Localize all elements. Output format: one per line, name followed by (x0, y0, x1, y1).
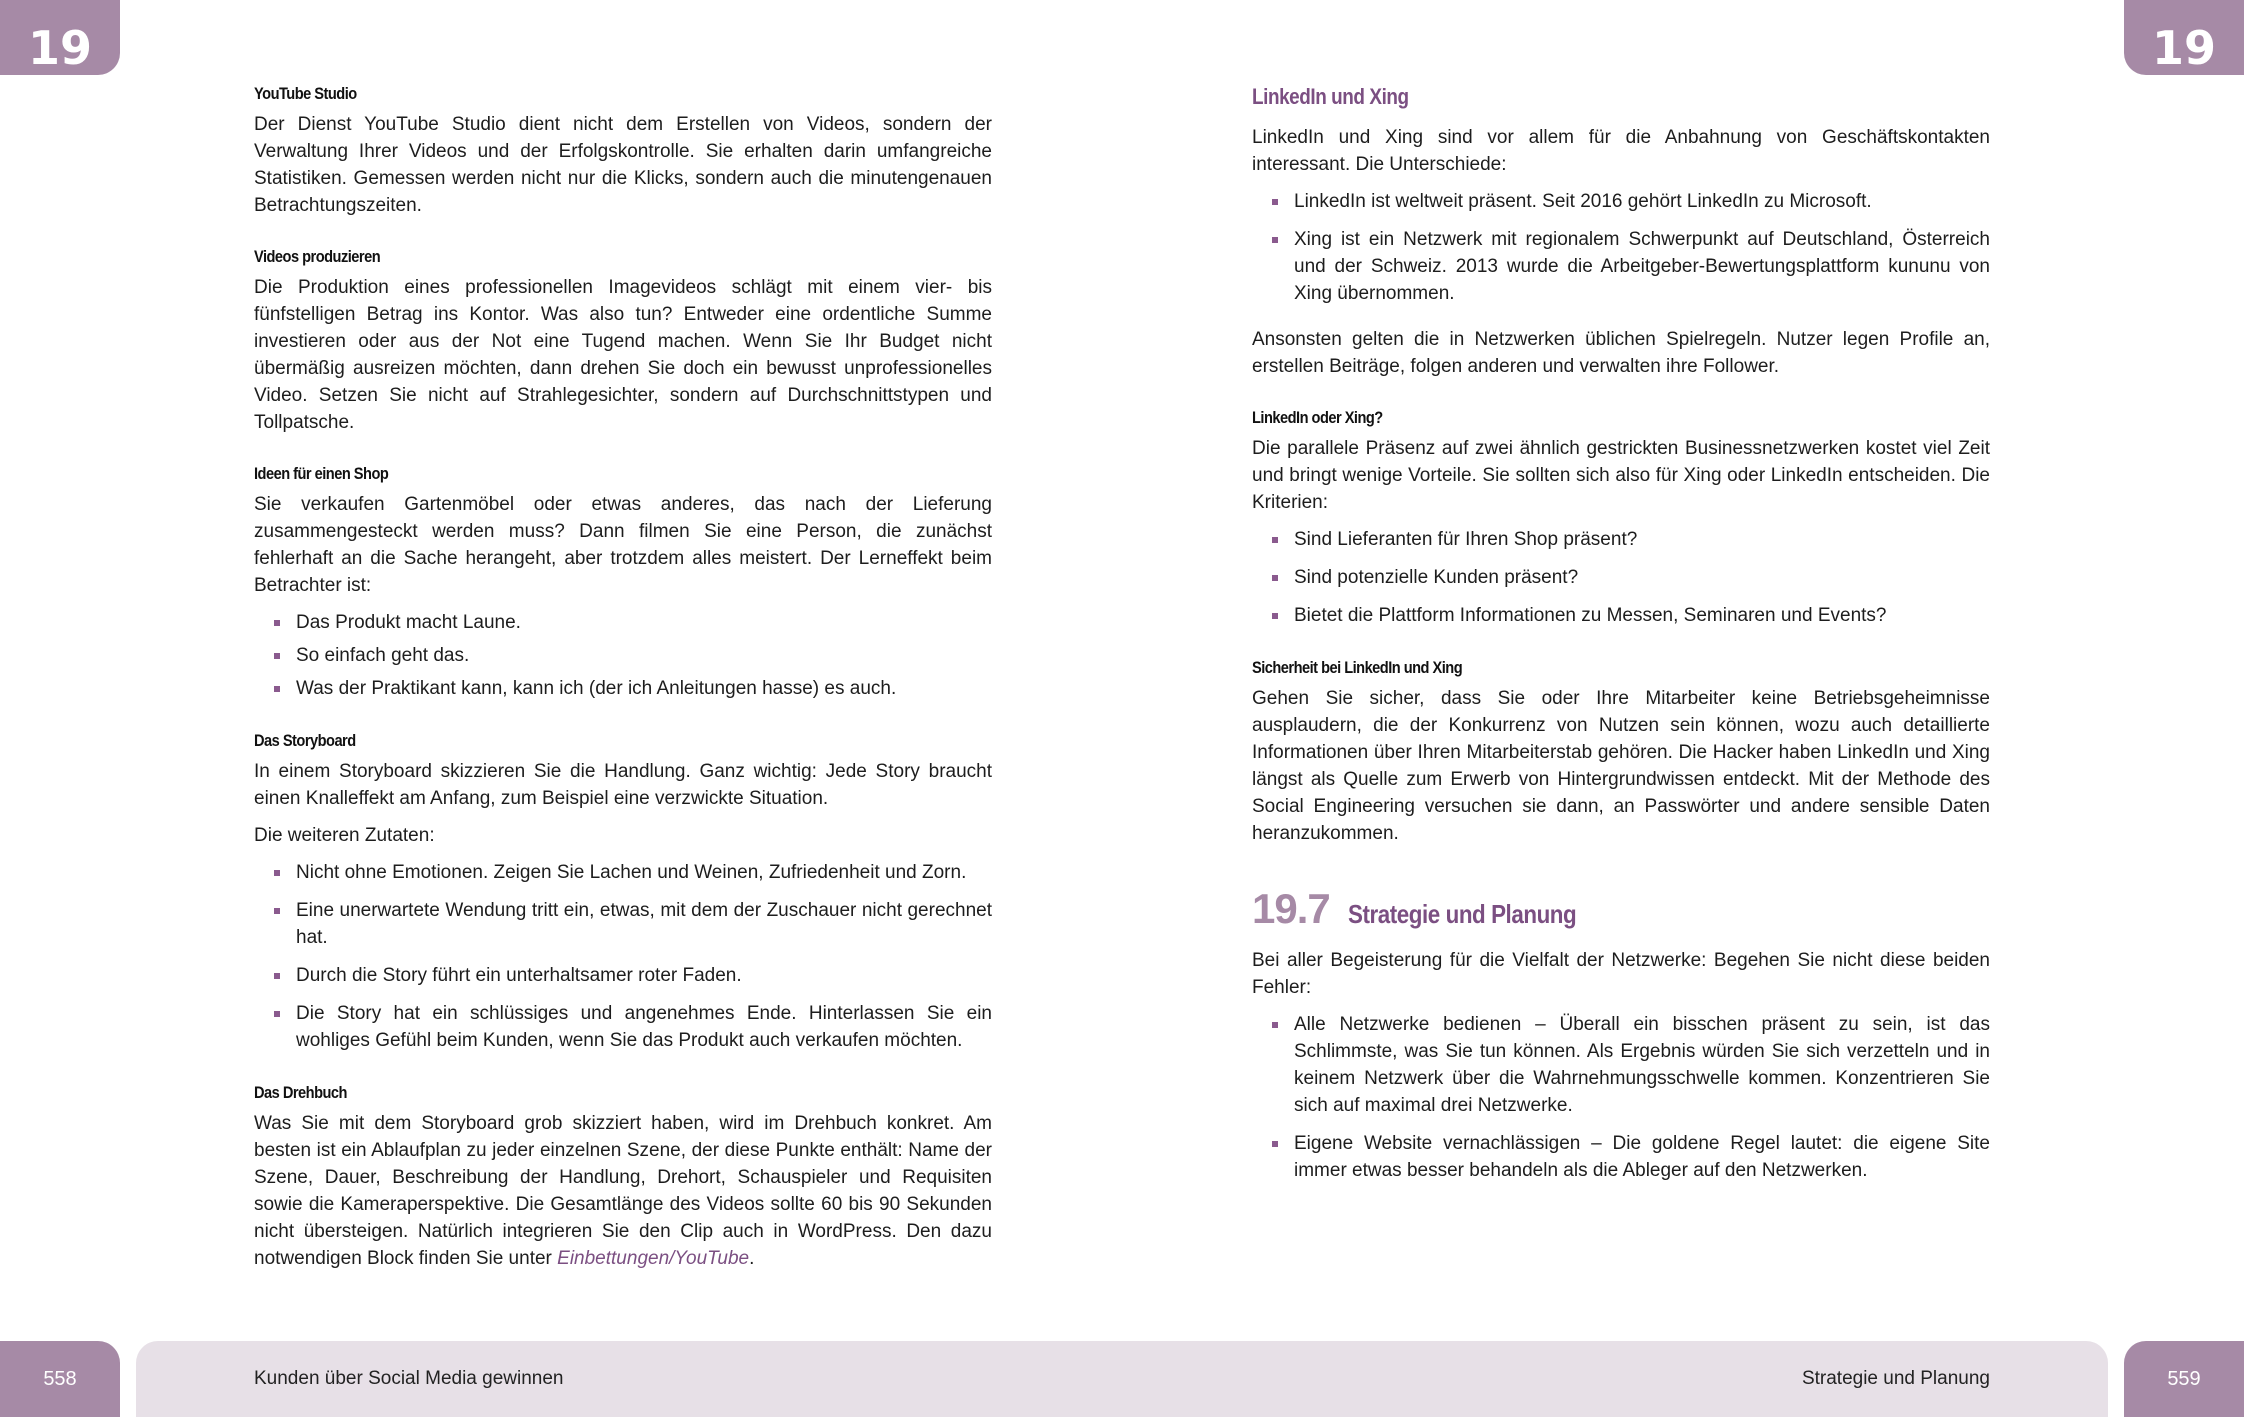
bullet-list (254, 609, 992, 702)
paragraph: Sie verkaufen Gartenmöbel oder etwas anderes, das nach der Lieferung zusammengesteckt werden muss? Dann filmen Sie eine Person, die zunächst fehlerhaft an die Sache herangeht, aber trotzdem alles meistert. Der Lerneffekt beim Betrachter ist: (254, 494, 992, 596)
list-item: Eigene Website vernachlässigen – Die goldene Regel lautet: die eigene Site immer etwas besser behandeln als die Ableger auf den Netzwerken. (1294, 1130, 1990, 1184)
list-item: Sind potenzielle Kunden präsent? (1294, 564, 1990, 591)
list-item: Alle Netzwerke bedienen – Überall ein bisschen präsent zu sein, ist das Schlimmste, was Sie tun können. Als Ergebnis würden Sie sich verzetteln und in keinem Netzwerk über die Wahrnehmungsschwelle kommen. Konzentrieren Sie sich auf maximal drei Netzwerke. (1294, 1011, 1990, 1119)
menu-path-link: Einbettungen/YouTube (557, 1248, 750, 1269)
list-item: LinkedIn ist weltweit präsent. Seit 2016 gehört LinkedIn zu Microsoft. (1294, 188, 1990, 215)
page-number-right: 559 (2124, 1341, 2244, 1417)
paragraph-text: Was Sie mit dem Storyboard grob skizziert haben, wird im Drehbuch konkret. Am besten ist ein Ablaufplan zu jeder einzelnen Szene, der diese Punkte enthält: Name der Szene, Dauer, Beschreibung der Handlung, Drehort, Schauspieler und Requisiten sowie die Kameraperspektive. Die Gesamtlänge des Videos sollte 60 bis 90 Sekunden nicht übersteigen. Natürlich integrieren Sie den Clip auch in WordPress. Den dazu notwendigen Block finden Sie unter (254, 1113, 992, 1269)
paragraph: LinkedIn und Xing sind vor allem für die Anbahnung von Geschäftskontakten interessant. Die Unterschiede: (1252, 127, 1990, 175)
list-item: Sind Lieferanten für Ihren Shop präsent? (1294, 526, 1990, 553)
list-item: Nicht ohne Emotionen. Zeigen Sie Lachen und Weinen, Zufriedenheit und Zorn. (296, 859, 992, 886)
subheading-sicherheit: Sicherheit bei LinkedIn und Xing (1252, 658, 1463, 677)
list-item: Was der Praktikant kann, kann ich (der ich Anleitungen hasse) es auch. (296, 675, 992, 702)
subheading-drehbuch: Das Drehbuch (254, 1083, 347, 1102)
section-title: Strategie und Planung (1347, 899, 1577, 929)
paragraph: Die weiteren Zutaten: (254, 825, 435, 846)
chapter-tab-right: 19 (2124, 0, 2244, 75)
paragraph: Bei aller Begeisterung für die Vielfalt der Netzwerke: Begehen Sie nicht diese beiden Fehler: (1252, 950, 1990, 998)
paragraph: Die parallele Präsenz auf zwei ähnlich gestrickten Businessnetzwerken kostet viel Zeit und bringt wenige Vorteile. Sie sollten sich also für Xing oder LinkedIn entscheiden. Die Kriterien: (1252, 438, 1990, 513)
page-number-left: 558 (0, 1341, 120, 1417)
heading-linkedin-xing: LinkedIn und Xing (1252, 84, 1409, 109)
section-number: 19.7 (1252, 885, 1330, 932)
list-item: Durch die Story führt ein unterhaltsamer roter Faden. (296, 962, 992, 989)
running-title-left: Kunden über Social Media gewinnen (254, 1368, 564, 1389)
paragraph: Der Dienst YouTube Studio dient nicht dem Erstellen von Videos, sondern der Verwaltung Ihrer Videos und der Erfolgskontrolle. Sie erhalten darin umfangreiche Statistiken. Gemessen werden nicht nur die Klicks, sondern auch die minutengenauen Betrachtungszeiten. (254, 114, 992, 216)
bullet-list (1252, 188, 1990, 307)
subheading-ideen-shop: Ideen für einen Shop (254, 464, 389, 483)
subheading-youtube-studio: YouTube Studio (254, 84, 357, 103)
paragraph (254, 1110, 992, 1272)
subheading-linkedin-oder-xing: LinkedIn oder Xing? (1252, 408, 1383, 427)
paragraph: Die Produktion eines professionellen Imagevideos schlägt mit einem vier- bis fünfstelligen Betrag ins Kontor. Was also tun? Entweder eine ordentliche Summe investieren oder aus der Not eine Tugend machen. Wenn Sie Ihr Budget nicht übermäßig ausreizen möchten, dann drehen Sie doch ein bewusst unprofessionelles Video. Setzen Sie nicht auf Strahlegesichter, sondern auf Durchschnittstypen und Tollpatsche. (254, 277, 992, 433)
right-page-column (1252, 84, 1990, 1195)
list-item: Bietet die Plattform Informationen zu Messen, Seminaren und Events? (1294, 602, 1990, 629)
running-title-right: Strategie und Planung (1801, 1368, 1990, 1389)
left-page-column (254, 84, 992, 1282)
chapter-tab-left: 19 (0, 0, 120, 75)
bullet-list (1252, 526, 1990, 629)
subheading-storyboard: Das Storyboard (254, 731, 356, 750)
paragraph: Ansonsten gelten die in Netzwerken üblichen Spielregeln. Nutzer legen Profile an, erstellen Beiträge, folgen anderen und verwalten ihre Follower. (1252, 329, 1990, 377)
list-item: Das Produkt macht Laune. (296, 609, 992, 636)
section-heading (1252, 885, 1990, 933)
bullet-list (1252, 1011, 1990, 1184)
list-item: Xing ist ein Netzwerk mit regionalem Schwerpunkt auf Deutschland, Österreich und der Schweiz. 2013 wurde die Arbeitgeber-Bewertungsplattform kununu von Xing übernommen. (1294, 226, 1990, 307)
bullet-list (254, 859, 992, 1054)
list-item: Eine unerwartete Wendung tritt ein, etwas, mit dem der Zuschauer nicht gerechnet hat. (296, 897, 992, 951)
paragraph-end: . (749, 1248, 755, 1269)
subheading-videos-produzieren: Videos produzieren (254, 247, 381, 266)
paragraph: In einem Storyboard skizzieren Sie die Handlung. Ganz wichtig: Jede Story braucht einen Knalleffekt am Anfang, zum Beispiel eine verzwickte Situation. (254, 761, 992, 809)
list-item: So einfach geht das. (296, 642, 992, 669)
paragraph: Gehen Sie sicher, dass Sie oder Ihre Mitarbeiter keine Betriebsgeheimnisse ausplaudern, die der Konkurrenz von Nutzen sein können, wozu auch detaillierte Informationen über Ihren Mitarbeiterstab gehören. Die Hacker haben LinkedIn und Xing längst als Quelle zum Erwerb von Hintergrundwissen entdeckt. Mit der Methode des Social Engineering versuchen sie dann, an Passwörter und andere sensible Daten heranzukommen. (1252, 688, 1990, 844)
list-item: Die Story hat ein schlüssiges und angenehmes Ende. Hinterlassen Sie ein wohliges Gefühl beim Kunden, wenn Sie das Produkt auch verkaufen möchten. (296, 1000, 992, 1054)
